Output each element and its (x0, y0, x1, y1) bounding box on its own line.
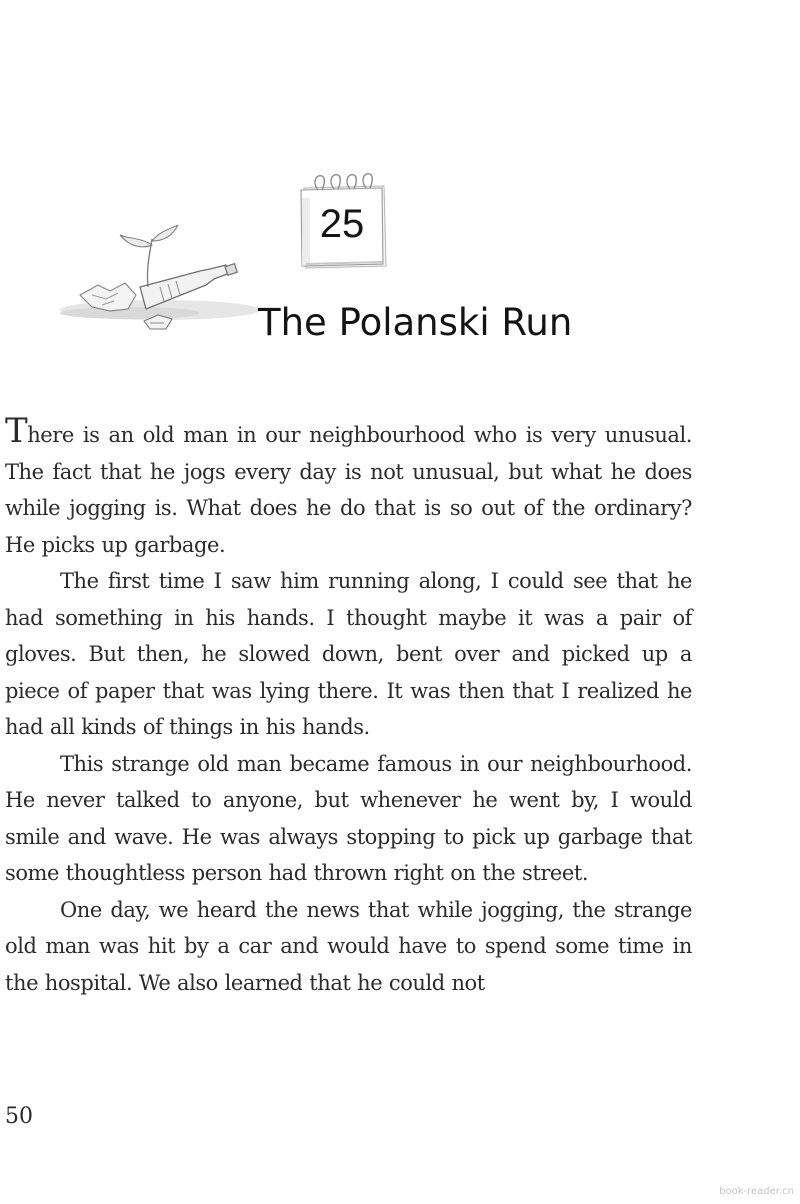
paragraph-1-text: here is an old man in our neighbourhood who is very unusual. The fact that he jogs every day is not unusual, but what he does while jogging is. What does he do that is so out of the ordinary? He picks up garbage. (5, 423, 692, 557)
litter-illustration-icon (40, 225, 260, 345)
paragraph-3: This strange old man became famous in our neighbourhood. He never talked to anyone, but whenever he went by, I would smile and wave. He was always stopping to pick up garbage that some thoughtless person had thrown right on the street. (5, 751, 692, 885)
paragraph-2: The first time I saw him running along, I could see that he had something in his hands. I thought maybe it was a pair of gloves. But then, he slowed down, bent over and picked up a piece of paper that was lying there. It was then that I realized he had all kinds of things in his hands. (5, 569, 692, 739)
chapter-title: The Polanski Run (258, 301, 573, 344)
drop-cap: T (5, 411, 28, 451)
paragraph-4: One day, we heard the news that while jogging, the strange old man was hit by a car and would have to spend some time in the hospital. We also learned that he could not (5, 897, 692, 995)
body-text (5, 411, 692, 1001)
page-number: 50 (5, 1104, 33, 1129)
watermark: book-reader.cn (719, 1186, 794, 1197)
chapter-number: 25 (319, 202, 365, 246)
paragraph-1 (5, 411, 692, 563)
